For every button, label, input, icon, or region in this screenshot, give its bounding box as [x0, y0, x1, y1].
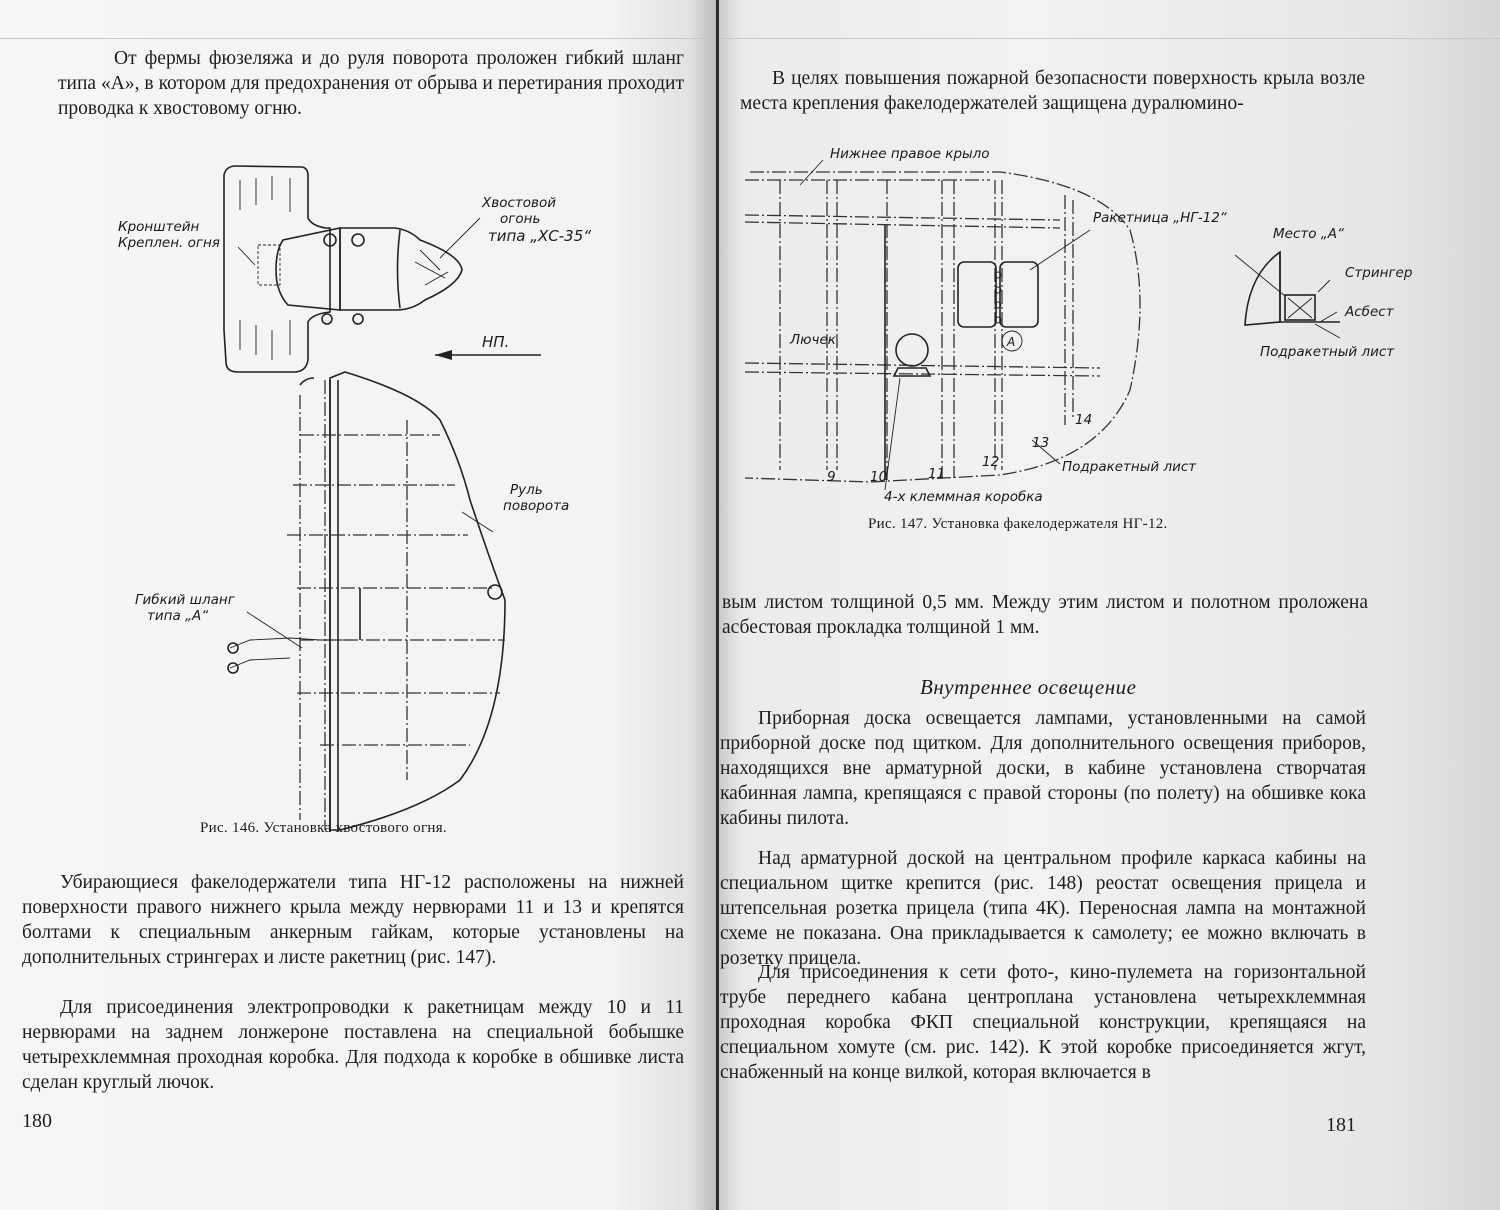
figure-146-caption: Рис. 146. Установка хвостового огня.	[200, 820, 447, 836]
right-paragraph-4: Над арматурной доской на центральном профиле каркаса кабины на специальном щитке крепится (рис. 148) реостат освещения прицела и штепсельная розетка прицела (типа 4К). Переносная лампа на монтажной схеме не показана. Она прикладывается к самолету; ее можно включать в розетку прицела.	[720, 848, 1366, 969]
label-wing: Нижнее правое крыло	[830, 146, 990, 162]
label-tail-light-line-1: Хвостовой	[482, 195, 556, 211]
right-paragraph-5: Для присоединения к сети фото-, кино-пулемета на горизонтальной трубе переднего кабана центроплана установлена четырехклеммная проходная коробка ФКП специальной конструкции, крепящаяся на специальном хомуте (см. рис. 142). К этой коробке присоединяется жгут, снабженный на конце вилкой, которая включается в	[720, 962, 1366, 1083]
section-heading: Внутреннее освещение	[920, 675, 1137, 699]
label-hatch: Лючек	[790, 332, 836, 348]
left-paragraph-2: Убирающиеся факелодержатели типа НГ-12 расположены на нижней поверхности правого нижнего крыла между нервюрами 11 и 13 и крепятся болтами к специальным анкерным гайкам, которые установлены на дополнительных стрингерах и листе ракетниц (рис. 147).	[22, 872, 684, 968]
label-sub-sheet-detail: Подракетный лист	[1260, 344, 1395, 360]
wing-structure	[745, 172, 1140, 482]
label-place-a: Место „А“	[1273, 226, 1345, 242]
rib-number: 14	[1075, 412, 1093, 428]
figure-147-caption: Рис. 147. Установка факелодержателя НГ-12.	[868, 516, 1168, 532]
rib-number: 12	[982, 454, 1000, 470]
detail-place-a	[1235, 252, 1340, 338]
flare-leader	[1030, 230, 1090, 270]
page-number-left: 180	[22, 1110, 52, 1132]
label-bracket-line-2: Креплен. огня	[118, 235, 220, 251]
label-terminal-box: 4-х клеммная коробка	[884, 489, 1043, 505]
right-paragraph-1: В целях повышения пожарной безопасности поверхность крыла возле места крепления факелодержателей защищена дуралюмино-	[740, 68, 1365, 114]
page-number-right: 181	[1326, 1114, 1356, 1136]
rib-number: 11	[928, 466, 946, 482]
left-paragraph-3: Для присоединения электропроводки к ракетницам между 10 и 11 нервюрами на заднем лонжероне поставлена на специальной бобышке четырехклеммная проходная коробка. Для подхода к коробке в обшивке листа сделан круглый лючок.	[22, 997, 684, 1093]
flare-holder-ng12	[958, 262, 1038, 327]
label-hose-line-1: Гибкий шланг	[135, 592, 235, 608]
label-flare: Ракетница „НГ-12“	[1093, 210, 1227, 226]
label-stringer: Стрингер	[1345, 265, 1413, 281]
figure-147-drawing	[0, 0, 1500, 560]
hatch	[894, 334, 930, 376]
right-paragraph-2: вым листом толщиной 0,5 мм. Между этим листом и полотном проложена асбестовая прокладка толщиной 1 мм.	[722, 592, 1368, 638]
label-point-a: А	[1007, 335, 1016, 349]
label-bracket-line-1: Кронштейн	[118, 219, 200, 235]
label-direction: НП.	[482, 333, 510, 351]
rib-number: 9	[827, 469, 836, 485]
rib-number: 13	[1032, 435, 1050, 451]
left-paragraph-1: От фермы фюзеляжа и до руля поворота проложен гибкий шланг типа «А», в котором для предохранения от обрыва и перетирания проходит проводка к хвостовому огню.	[58, 48, 684, 119]
label-hose-line-2: типа „А“	[147, 608, 209, 624]
label-tail-light-line-2: огонь	[500, 211, 541, 227]
hose-leader	[247, 612, 302, 648]
rib-number: 10	[870, 469, 888, 485]
label-rudder-line-1: Руль	[510, 482, 543, 498]
right-paragraph-3: Приборная доска освещается лампами, установленными на самой приборной доске под щитком. Для дополнительного освещения приборов, находящихся вне арматурной доски, в кабине установлена створчатая кабинная лампа, крепящаяся с правой стороны (по полету) на обшивке кока кабины пилота.	[720, 708, 1366, 829]
label-asbestos: Асбест	[1345, 304, 1394, 320]
label-rudder-line-2: поворота	[503, 498, 570, 514]
label-tail-light-line-3: типа „ХС-35“	[488, 227, 592, 245]
label-sub-sheet: Подракетный лист	[1062, 459, 1197, 475]
